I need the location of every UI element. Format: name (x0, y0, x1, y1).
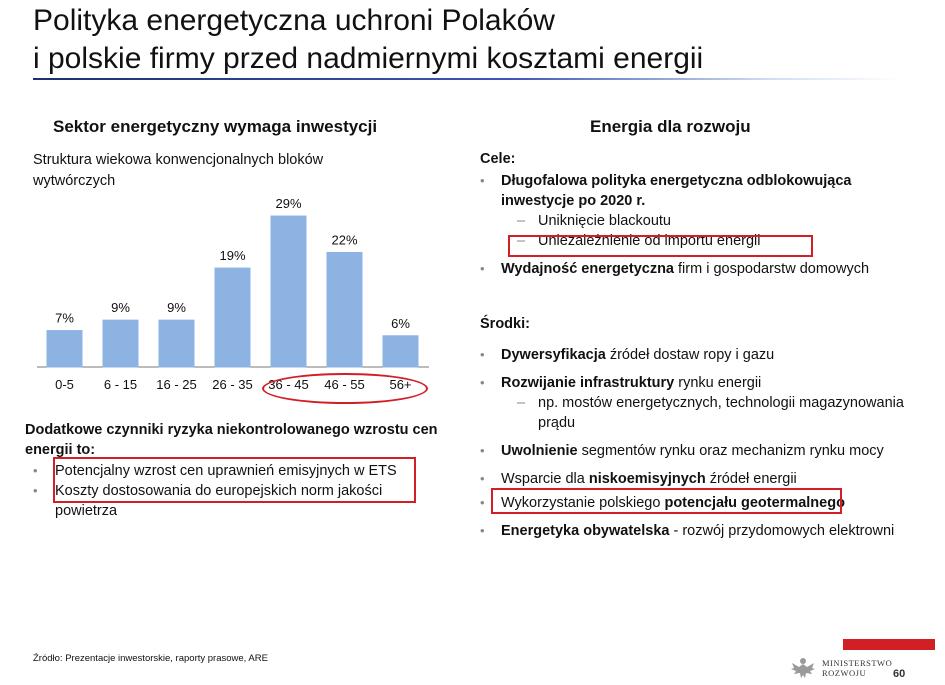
means-rest-text: segmentów rynku oraz mechanizm rynku mocy (577, 443, 884, 459)
means-bold-text: niskoemisyjnych (588, 471, 706, 487)
means-item (476, 469, 906, 489)
left-heading: Sektor energetyczny wymaga inwestycji (53, 117, 378, 136)
chart-category-label: 46 - 55 (324, 377, 365, 392)
means-rest-text: źródeł dostaw ropy i gazu (605, 347, 775, 363)
means-pre-text: Wykorzystanie polskiego (501, 495, 665, 511)
bullet-icon: • (33, 463, 38, 478)
chart-value-label: 9% (111, 300, 130, 316)
chart-category-label: 56+ (389, 377, 412, 392)
means-item (476, 373, 906, 433)
risk-item-text: Potencjalny wzrost cen uprawnień emisyjnych w ETS (55, 463, 397, 479)
means-bold-text: potencjału geotermalnego (664, 495, 845, 511)
bullet-icon: • (480, 173, 485, 188)
bullet-icon: • (480, 261, 485, 276)
goal-rest-text: firm i gospodarstw domowych (674, 261, 870, 277)
bullet-icon: • (480, 523, 485, 538)
chart-bar (103, 320, 138, 367)
means-item (476, 441, 906, 461)
chart-bar (271, 216, 306, 367)
bullet-icon: • (480, 347, 485, 362)
chart-category-label: 36 - 45 (268, 377, 309, 392)
ministry-line2: ROZWOJU (822, 668, 867, 678)
bullet-icon: • (480, 471, 485, 486)
slide-title-line1: Polityka energetyczna uchroni Polaków (33, 4, 555, 37)
means-rest-text: źródeł energii (705, 471, 797, 487)
means-label: Środki: (480, 316, 530, 332)
slide-title (33, 2, 913, 78)
chart-bar (383, 336, 418, 367)
chart-value-label: 19% (219, 248, 246, 264)
means-rest-text: rynku energii (674, 375, 762, 391)
goals-label: Cele: (480, 151, 516, 167)
goal-subitem-text: Uniknięcie blackoutu (538, 213, 671, 229)
chart-highlight-ellipse (262, 373, 428, 404)
ministry-line1: MINISTERSTWO (822, 658, 893, 668)
ministry-logo-text (822, 658, 892, 678)
dash-icon: – (517, 213, 526, 229)
source-note: Źródło: Prezentacje inwestorskie, raporty prasowe, ARE (33, 653, 268, 664)
eagle-emblem-icon (790, 655, 816, 681)
risk-highlight-box (53, 457, 416, 503)
chart-bar (159, 320, 194, 367)
chart-value-label: 6% (391, 315, 410, 331)
slide-title-line2: i polskie firmy przed nadmiernymi kosztami energii (33, 42, 704, 75)
chart-bar (215, 268, 250, 367)
page-number: 60 (893, 668, 906, 680)
goals-list (476, 171, 906, 279)
means-bold-text: Dywersyfikacja (501, 347, 606, 363)
chart-value-label: 22% (331, 232, 358, 248)
means-bold-text: Energetyka obywatelska (501, 523, 670, 539)
bullet-icon: • (480, 495, 485, 510)
dash-icon: – (517, 233, 526, 249)
import-highlight-box (508, 235, 813, 257)
means-bold-text: Rozwijanie infrastruktury (501, 375, 675, 391)
means-sublist (501, 393, 906, 433)
means-subitem-text: np. mostów energetycznych, technologii magazynowania prądu (538, 395, 904, 431)
bullet-icon: • (480, 443, 485, 458)
chart-value-label: 9% (167, 300, 186, 316)
risk-item-text: Koszty dostosowania do europejskich norm jakości powietrza (55, 483, 383, 519)
chart-bar (327, 252, 362, 367)
chart-category-label: 26 - 35 (212, 377, 253, 392)
right-heading: Energia dla rozwoju (590, 117, 751, 136)
chart-value-label: 29% (275, 196, 302, 212)
chart-category-label: 16 - 25 (156, 377, 197, 392)
goal-text: Długofalowa polityka energetyczna odblokowująca inwestycje po 2020 r. (501, 173, 852, 209)
dash-icon: – (517, 395, 526, 411)
chart-value-label: 7% (55, 310, 74, 326)
goal-bold-text: Wydajność energetyczna (501, 261, 674, 277)
bullet-icon: • (33, 483, 38, 498)
means-pre-text: Wsparcie dla (501, 471, 589, 487)
means-subitem (501, 393, 906, 433)
means-item (476, 521, 906, 541)
means-bold-text: Uwolnienie (501, 443, 578, 459)
means-item (476, 345, 906, 365)
chart-category-label: 6 - 15 (103, 377, 138, 392)
means-rest-text: - rozwój przydomowych elektrowni (669, 523, 895, 539)
goal-item (476, 259, 906, 279)
chart-category-label: 0-5 (55, 377, 74, 392)
bullet-icon: • (480, 375, 485, 390)
chart-subtitle: Struktura wiekowa konwencjonalnych bloków wytwórczych (33, 152, 324, 189)
footer-red-bar (843, 639, 935, 650)
goal-subitem (501, 211, 906, 231)
chart-bar (47, 331, 82, 367)
risk-factors-title: Dodatkowe czynniki ryzyka niekontrolowanego wzrostu cen energii to: (25, 422, 438, 458)
goal-subitem-text: Uniezależnienie od importu energii (538, 233, 761, 249)
low-emission-highlight-box (491, 488, 845, 514)
title-underline (33, 78, 903, 80)
